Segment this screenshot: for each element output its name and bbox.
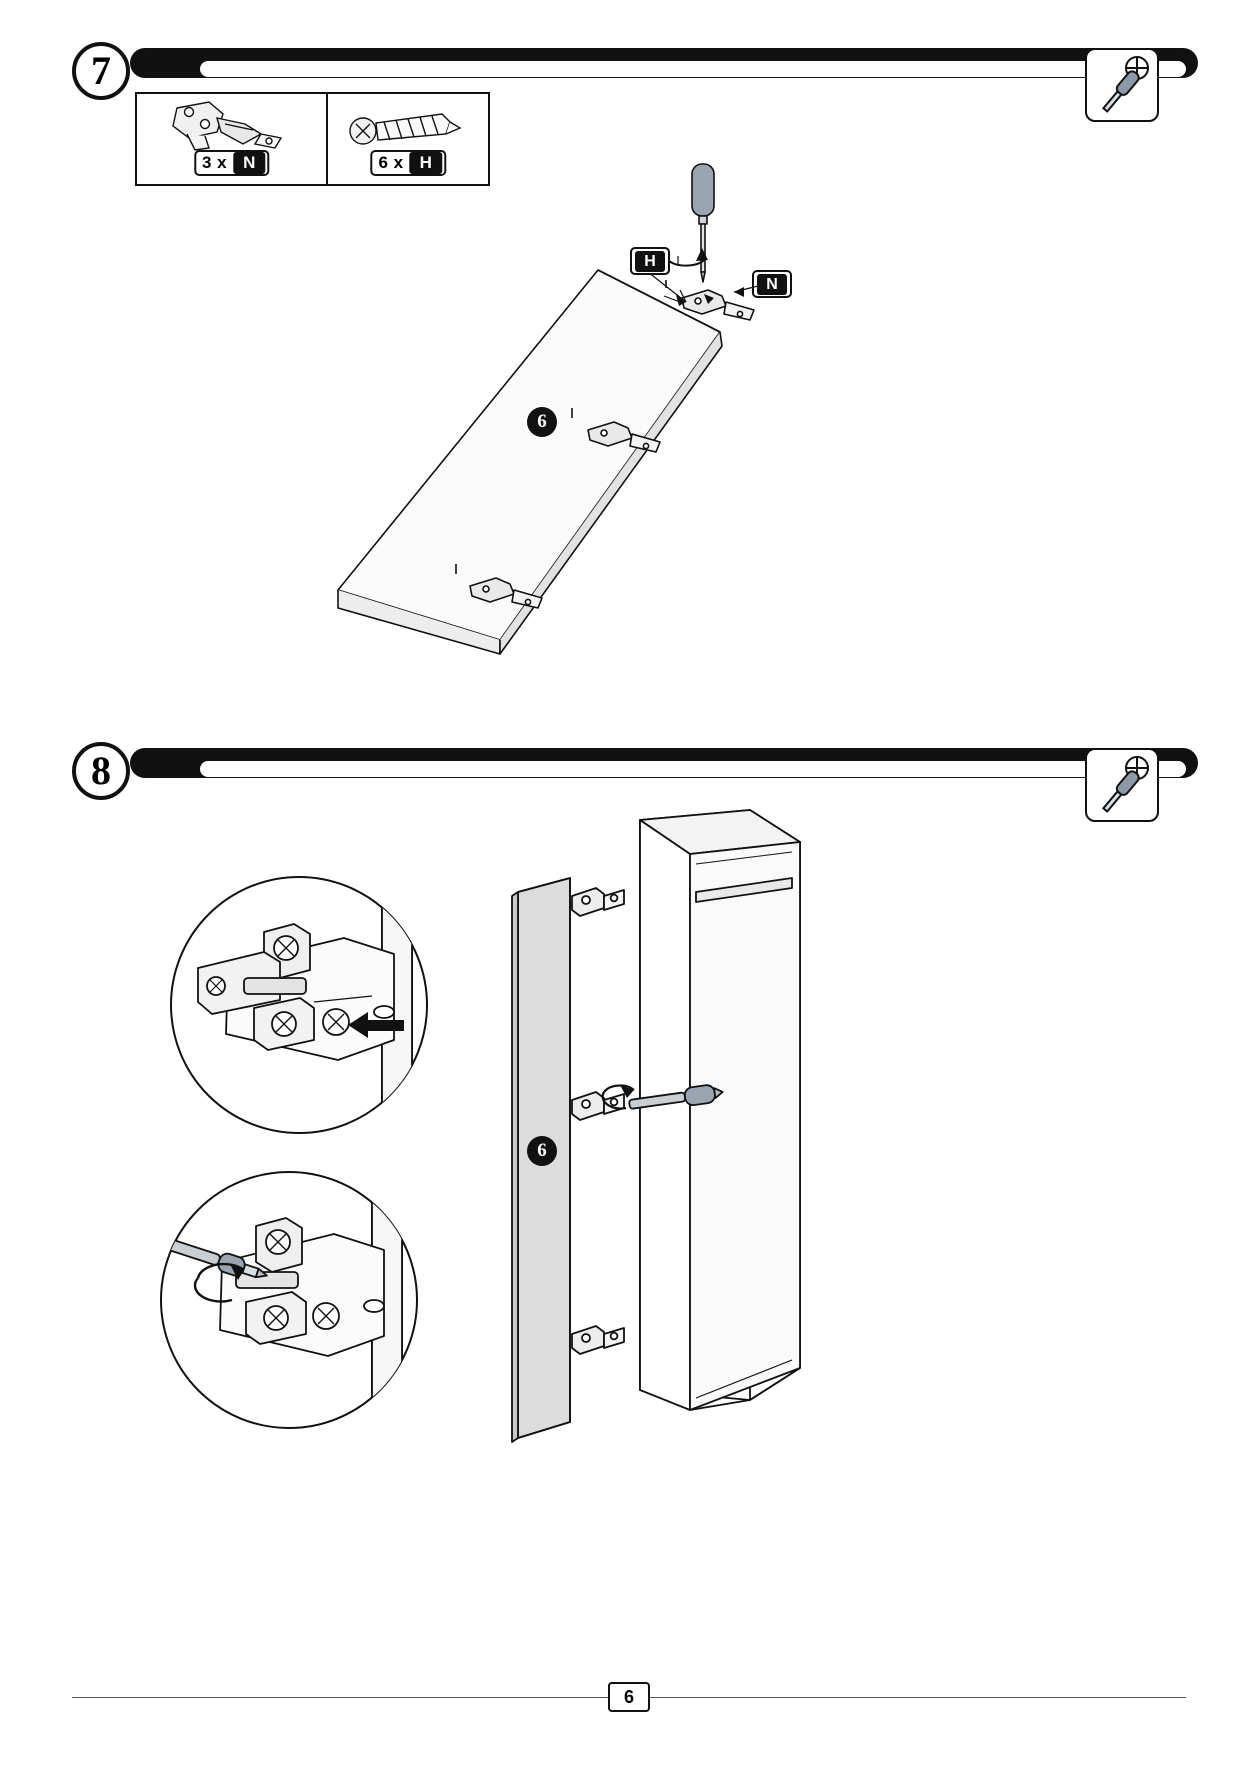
step-8-number: 8 bbox=[72, 742, 130, 800]
step-7-header bbox=[72, 42, 1198, 93]
screwdriver-phillips-icon bbox=[1087, 750, 1157, 820]
step-8-header-bar bbox=[130, 748, 1198, 778]
step-7-number: 7 bbox=[72, 42, 130, 100]
step-7-header-bar-inner bbox=[200, 61, 1186, 77]
step-7-panel-label: 6 bbox=[527, 407, 557, 437]
callout-tag-h: H bbox=[630, 247, 670, 275]
step-8-header-bar-inner bbox=[200, 761, 1186, 777]
hinge-detail-push bbox=[168, 874, 430, 1136]
step-8-tool-badge bbox=[1085, 748, 1159, 822]
page-number: 6 bbox=[608, 1682, 650, 1712]
screw-icon bbox=[346, 106, 466, 156]
step-8-illustration bbox=[500, 800, 820, 1460]
screwdriver-phillips-icon bbox=[1087, 50, 1157, 120]
step-7-tool-badge bbox=[1085, 48, 1159, 122]
callout-tag-n: N bbox=[752, 270, 792, 298]
part-cell-hinge bbox=[137, 94, 326, 184]
part-qty-hinge: 3 x N bbox=[194, 150, 269, 176]
page-footer bbox=[72, 1682, 1186, 1712]
part-qty-screw: 6 x H bbox=[371, 150, 446, 176]
step-8-panel-label: 6 bbox=[527, 1136, 557, 1166]
hinge-detail-screw bbox=[152, 1166, 420, 1434]
step-8-header bbox=[72, 742, 1198, 793]
callout-n-leader bbox=[726, 278, 760, 298]
step-7-header-bar bbox=[130, 48, 1198, 78]
step-7-illustration bbox=[330, 160, 850, 670]
